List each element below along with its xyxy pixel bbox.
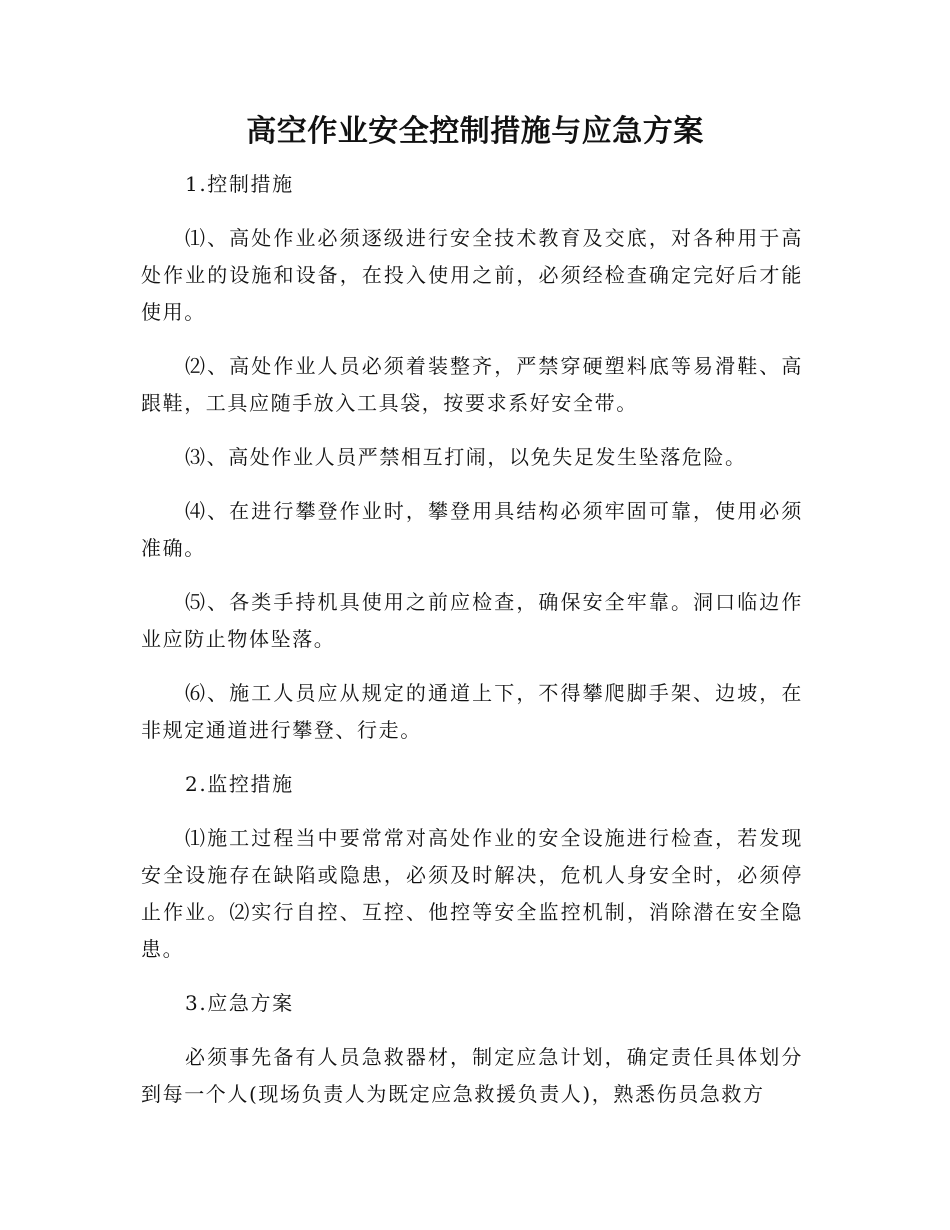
paragraph: ⑶、高处作业人员严禁相互打闹，以免失足发生坠落危险。: [185, 445, 747, 469]
document-title: 高空作业安全控制措施与应急方案: [246, 114, 704, 149]
paragraph: ⑵、高处作业人员必须着装整齐，严禁穿硬塑料底等易滑鞋、高跟鞋，工具应随手放入工具袋，按要求系好安全带。: [141, 354, 803, 415]
paragraph: 必须事先备有人员急救器材，制定应急计划，确定责任具体划分到每一个人(现场负责人为既定应急救援负责人)，熟悉伤员急救方: [141, 1045, 803, 1106]
paragraph: ⑴、高处作业必须逐级进行安全技术教育及交底，对各种用于高处作业的设施和设备，在投入使用之前，必须经检查确定完好后才能使用。: [141, 226, 803, 324]
document-body: [141, 166, 803, 1130]
section-heading-emergency: 3.应急方案: [185, 991, 294, 1015]
paragraph: ⑷、在进行攀登作业时，攀登用具结构必须牢固可靠，使用必须准确。: [141, 499, 803, 560]
section-heading-monitoring: 2.监控措施: [185, 772, 294, 796]
paragraph: ⑹、施工人员应从规定的通道上下，不得攀爬脚手架、边坡，在非规定通道进行攀登、行走。: [141, 681, 803, 742]
paragraph: ⑸、各类手持机具使用之前应检查，确保安全牢靠。洞口临边作业应防止物体坠落。: [141, 590, 803, 651]
paragraph: ⑴施工过程当中要常常对高处作业的安全设施进行检查，若发现安全设施存在缺陷或隐患，必须及时解决，危机人身安全时，必须停止作业。⑵实行自控、互控、他控等安全监控机制，消除潜在安全隐患。: [141, 826, 803, 961]
section-heading-control: 1.控制措施: [185, 172, 294, 196]
